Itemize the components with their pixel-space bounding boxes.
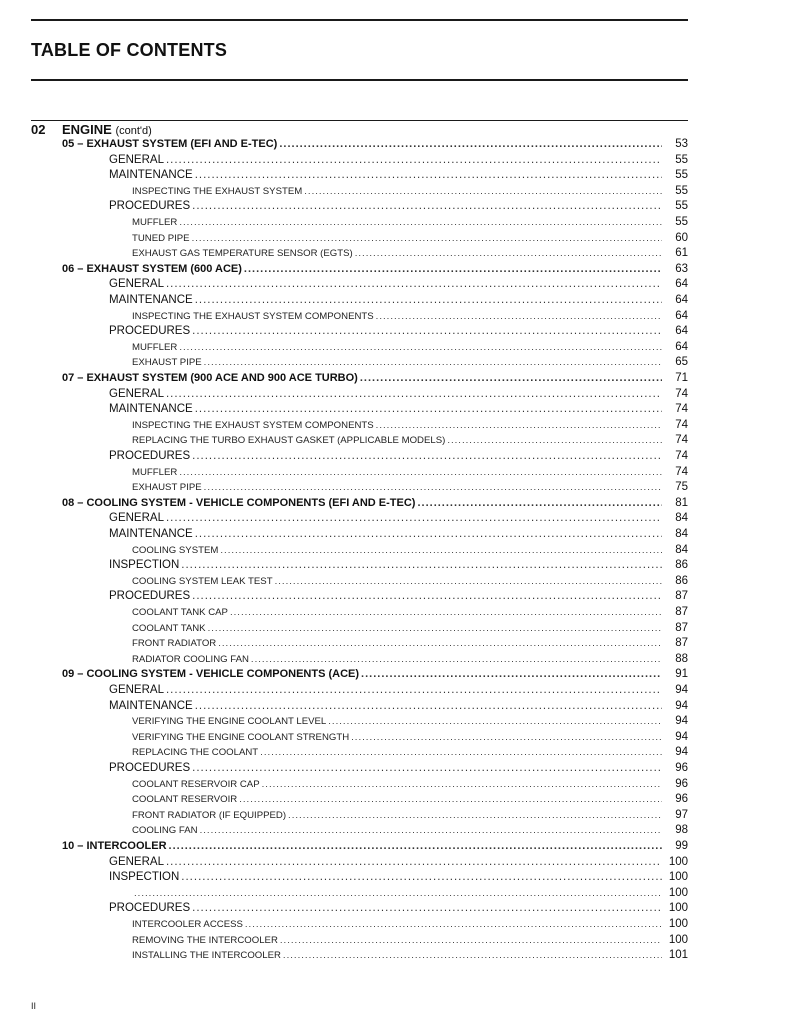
toc-entry-label: PROCEDURES xyxy=(109,200,191,213)
toc-entry-page: 64 xyxy=(675,325,688,338)
toc-entry-label: COOLANT TANK xyxy=(132,622,206,634)
toc-entry-label: MAINTENANCE xyxy=(109,403,193,416)
dot-leader xyxy=(376,311,662,322)
dot-leader xyxy=(283,950,662,961)
dot-leader xyxy=(181,871,662,883)
toc-entry[interactable] xyxy=(132,778,688,794)
toc-entry-label: MAINTENANCE xyxy=(109,294,193,306)
toc-entry-page: 74 xyxy=(675,403,688,416)
dot-leader xyxy=(166,856,662,868)
toc-entry-page: 94 xyxy=(675,715,688,728)
toc-entry-page: 64 xyxy=(675,294,688,306)
dot-leader xyxy=(166,388,662,400)
toc-entry-label: RADIATOR COOLING FAN xyxy=(132,653,249,665)
toc-entry-label: INSPECTING THE EXHAUST SYSTEM COMPONENTS xyxy=(132,419,374,431)
toc-entry[interactable] xyxy=(132,466,688,482)
toc-entry[interactable] xyxy=(132,949,688,965)
dot-leader xyxy=(192,233,662,244)
toc-entry[interactable] xyxy=(132,185,688,201)
toc-entry[interactable] xyxy=(132,934,688,950)
toc-entry-label: 05 – EXHAUST SYSTEM (EFI AND E-TEC) xyxy=(62,138,278,150)
toc-entry-page: 55 xyxy=(675,169,688,182)
toc-entry-label: MUFFLER xyxy=(132,217,178,228)
dot-leader xyxy=(195,294,662,306)
dot-leader xyxy=(245,919,662,930)
toc-entry-label: REMOVING THE INTERCOOLER xyxy=(132,934,278,946)
toc-entry-label: PROCEDURES xyxy=(109,450,191,462)
dot-leader xyxy=(169,840,662,852)
toc-entry[interactable] xyxy=(109,512,688,528)
toc-entry[interactable] xyxy=(62,668,688,684)
toc-entry-label: PROCEDURES xyxy=(109,902,191,915)
toc-entry-page: 94 xyxy=(675,699,688,712)
footer-page-number: II xyxy=(31,1001,37,1011)
toc-entry-page: 87 xyxy=(675,590,688,603)
toc-entry-label: REPLACING THE COOLANT xyxy=(132,747,259,759)
dot-leader xyxy=(134,888,662,899)
toc-entry-page: 53 xyxy=(675,138,688,150)
toc-entry-page: 64 xyxy=(675,340,688,353)
toc-entry-page: 60 xyxy=(675,231,688,244)
dot-leader xyxy=(192,902,662,914)
toc-entry[interactable] xyxy=(132,809,688,825)
toc-entry[interactable] xyxy=(109,902,688,918)
toc-entry-page: 64 xyxy=(675,278,688,291)
dot-leader xyxy=(195,528,662,540)
toc-entry-page: 81 xyxy=(675,496,688,509)
toc-entry-label: GENERAL xyxy=(109,512,164,525)
toc-entry[interactable] xyxy=(109,325,688,341)
dot-leader xyxy=(218,638,662,649)
toc-entry[interactable] xyxy=(132,356,688,372)
toc-entry-page: 100 xyxy=(668,871,688,884)
section-number: 02 xyxy=(31,122,46,137)
toc-entry-label: GENERAL xyxy=(109,387,164,400)
toc-entry-label: INSTALLING THE INTERCOOLER xyxy=(132,950,281,962)
toc-entry-label: 07 – EXHAUST SYSTEM (900 ACE AND 900 ACE TURBO) xyxy=(62,372,358,384)
toc-entry[interactable] xyxy=(109,871,688,887)
section-suffix: (cont'd) xyxy=(115,125,152,137)
dot-leader xyxy=(447,435,662,446)
section-rule xyxy=(31,120,688,121)
toc-entry-page: 74 xyxy=(675,450,688,462)
toc-entry-label: PROCEDURES xyxy=(109,590,191,603)
toc-entry-label: EXHAUST PIPE xyxy=(132,357,202,369)
toc-entry[interactable] xyxy=(62,138,688,154)
toc-entry[interactable] xyxy=(132,824,688,840)
toc-entry[interactable] xyxy=(109,856,688,872)
dot-leader xyxy=(220,545,662,556)
toc-entry[interactable] xyxy=(109,154,688,170)
toc-entry[interactable] xyxy=(109,590,688,606)
dot-leader xyxy=(351,732,662,743)
toc-entry-page: 96 xyxy=(675,777,688,790)
toc-entry-label: MAINTENANCE xyxy=(109,528,193,540)
toc-entry-label: COOLANT TANK CAP xyxy=(132,607,228,618)
page-title: TABLE OF CONTENTS xyxy=(31,40,228,60)
toc-entry-label: GENERAL xyxy=(109,153,164,166)
dot-leader xyxy=(192,450,662,462)
toc-entry[interactable] xyxy=(62,840,688,856)
dot-leader xyxy=(192,762,662,774)
toc-entry[interactable] xyxy=(109,762,688,778)
dot-leader xyxy=(166,278,662,290)
dot-leader xyxy=(195,700,662,712)
toc-entry-label: COOLING SYSTEM LEAK TEST xyxy=(132,575,273,587)
dot-leader xyxy=(279,138,662,150)
toc-entry-page: 87 xyxy=(675,621,688,634)
toc-entry-page: 100 xyxy=(668,933,688,946)
dot-leader xyxy=(195,169,662,181)
toc-entry-page: 94 xyxy=(675,746,688,759)
toc-entry-page: 87 xyxy=(675,606,688,618)
toc-entry[interactable] xyxy=(109,403,688,419)
toc-entry-label: INSPECTING THE EXHAUST SYSTEM xyxy=(132,185,303,197)
toc-entry-label: COOLANT RESERVOIR CAP xyxy=(132,778,260,790)
toc-entry[interactable] xyxy=(109,294,688,310)
dot-leader xyxy=(192,590,662,602)
toc-entry-page: 55 xyxy=(675,153,688,166)
toc-entry-label: EXHAUST PIPE xyxy=(132,482,202,494)
dot-leader xyxy=(166,154,662,166)
toc-entry-label: 08 – COOLING SYSTEM - VEHICLE COMPONENTS (EFI AND E-TEC) xyxy=(62,496,416,509)
toc-entry-label: PROCEDURES xyxy=(109,325,191,338)
toc-entry[interactable] xyxy=(62,372,688,388)
toc-entry[interactable] xyxy=(62,497,688,513)
toc-entry[interactable] xyxy=(132,434,688,450)
toc-entry-page: 96 xyxy=(675,793,688,806)
toc-entry[interactable] xyxy=(132,793,688,809)
toc-entry-label: MUFFLER xyxy=(132,341,178,353)
toc-entry[interactable] xyxy=(132,310,688,326)
toc-entry-page: 74 xyxy=(675,465,688,478)
toc-entry-label: COOLING FAN xyxy=(132,825,198,837)
dot-leader xyxy=(204,357,662,368)
toc-entry-page: 86 xyxy=(675,574,688,587)
toc-entry[interactable] xyxy=(132,715,688,731)
toc-entry-page: 100 xyxy=(668,886,688,899)
dot-leader xyxy=(166,684,662,696)
dot-leader xyxy=(280,935,662,946)
toc-entry[interactable] xyxy=(109,388,688,404)
title-rule xyxy=(31,79,688,81)
toc-entry-label: FRONT RADIATOR xyxy=(132,638,217,650)
toc-entry-label: EXHAUST GAS TEMPERATURE SENSOR (EGTS) xyxy=(132,248,353,260)
dot-leader xyxy=(204,482,662,493)
toc-entry-page: 74 xyxy=(675,387,688,400)
toc-entry-label: MAINTENANCE xyxy=(109,699,193,712)
toc-entry-label: INTERCOOLER ACCESS xyxy=(132,919,243,930)
toc-entry[interactable] xyxy=(109,169,688,185)
toc-entry[interactable] xyxy=(109,528,688,544)
toc-entry-page: 74 xyxy=(675,418,688,431)
toc-entry-page: 61 xyxy=(675,247,688,260)
dot-leader xyxy=(262,779,662,790)
toc-entry[interactable] xyxy=(109,200,688,216)
toc-entry[interactable] xyxy=(132,481,688,497)
dot-leader xyxy=(179,217,662,228)
section-name: ENGINE xyxy=(62,122,112,137)
toc-entry-page: 64 xyxy=(675,309,688,322)
toc-entry[interactable] xyxy=(132,746,688,762)
toc-entry-page: 96 xyxy=(675,762,688,774)
dot-leader xyxy=(239,794,662,805)
dot-leader xyxy=(260,747,662,758)
toc-entry[interactable] xyxy=(132,731,688,747)
dot-leader xyxy=(376,420,662,431)
toc-entry-page: 88 xyxy=(675,652,688,665)
toc-entry-label: VERIFYING THE ENGINE COOLANT LEVEL xyxy=(132,716,327,728)
toc-entry-page: 74 xyxy=(675,434,688,447)
toc-entry[interactable] xyxy=(132,653,688,669)
toc-entry[interactable] xyxy=(109,700,688,716)
toc-entry[interactable] xyxy=(62,263,688,279)
toc-entry-label: MUFFLER xyxy=(132,466,178,478)
toc-entry[interactable] xyxy=(132,622,688,638)
toc-entry-page: 100 xyxy=(668,902,688,915)
toc-entry-page: 91 xyxy=(675,668,688,681)
top-rule xyxy=(31,19,688,21)
toc-entry-page: 97 xyxy=(675,808,688,821)
dot-leader xyxy=(181,559,662,571)
toc-entry-page: 84 xyxy=(675,528,688,540)
toc-entry-label: REPLACING THE TURBO EXHAUST GASKET (APPLICABLE MODELS) xyxy=(132,435,446,447)
dot-leader xyxy=(275,576,662,587)
toc-entry[interactable] xyxy=(132,606,688,622)
toc-entry-label: TUNED PIPE xyxy=(132,232,190,244)
dot-leader xyxy=(192,200,662,212)
toc-entry-page: 84 xyxy=(675,512,688,525)
toc-entry-page: 94 xyxy=(675,684,688,696)
toc-entry-page: 101 xyxy=(668,949,688,962)
toc-entry-label: COOLING SYSTEM xyxy=(132,544,219,556)
dot-leader xyxy=(200,825,662,836)
dot-leader xyxy=(251,654,662,665)
toc-entry-page: 100 xyxy=(668,918,688,930)
toc-entry[interactable] xyxy=(132,544,688,560)
toc-entry-page: 63 xyxy=(675,262,688,275)
toc-entry[interactable] xyxy=(132,216,688,232)
dot-leader xyxy=(417,497,662,509)
toc-entry-label: VERIFYING THE ENGINE COOLANT STRENGTH xyxy=(132,731,350,743)
toc-entry[interactable] xyxy=(109,684,688,700)
dot-leader xyxy=(288,810,662,821)
toc-entry-label: GENERAL xyxy=(109,278,164,291)
dot-leader xyxy=(360,372,662,384)
toc-entry-page: 99 xyxy=(675,840,688,852)
toc-entry[interactable] xyxy=(132,575,688,591)
toc-entry-label: GENERAL xyxy=(109,855,164,868)
toc-entry-label: GENERAL xyxy=(109,684,164,696)
section-heading xyxy=(31,122,152,138)
toc-entry-page: 100 xyxy=(668,855,688,868)
toc-entry[interactable] xyxy=(132,918,688,934)
toc-entry[interactable] xyxy=(132,887,688,903)
dot-leader xyxy=(355,248,662,259)
toc-entry[interactable] xyxy=(132,637,688,653)
toc-entry[interactable] xyxy=(109,278,688,294)
dot-leader xyxy=(179,467,662,478)
toc-entry-label: MAINTENANCE xyxy=(109,169,193,182)
toc-entry[interactable] xyxy=(132,232,688,248)
toc-entry[interactable] xyxy=(109,559,688,575)
toc-entry[interactable] xyxy=(132,341,688,357)
dot-leader xyxy=(230,607,662,618)
toc-entry-label: 10 – INTERCOOLER xyxy=(62,840,167,852)
dot-leader xyxy=(304,186,662,197)
toc-entry-page: 55 xyxy=(675,216,688,228)
dot-leader xyxy=(179,342,662,353)
toc-entry-page: 55 xyxy=(675,200,688,213)
toc-entry-label: INSPECTION xyxy=(109,871,180,884)
toc-entry-page: 55 xyxy=(675,184,688,197)
toc-entry-page: 71 xyxy=(675,372,688,384)
toc-entry-page: 65 xyxy=(675,356,688,369)
toc-entry-page: 75 xyxy=(675,481,688,494)
toc-entry-page: 94 xyxy=(675,730,688,743)
toc-entry-label: INSPECTION xyxy=(109,559,180,572)
toc-entry-label: 09 – COOLING SYSTEM - VEHICLE COMPONENTS (ACE) xyxy=(62,668,360,681)
toc-entry[interactable] xyxy=(132,419,688,435)
toc-entry-label: COOLANT RESERVOIR xyxy=(132,794,238,806)
toc-entry[interactable] xyxy=(132,247,688,263)
dot-leader xyxy=(361,668,662,680)
toc-entry-page: 87 xyxy=(675,637,688,650)
dot-leader xyxy=(195,403,662,415)
dot-leader xyxy=(244,263,662,275)
dot-leader xyxy=(208,623,662,634)
toc-entry-label: PROCEDURES xyxy=(109,762,191,774)
dot-leader xyxy=(328,716,662,727)
toc-entry[interactable] xyxy=(109,450,688,466)
toc-entry-page: 84 xyxy=(675,543,688,556)
toc-entry-label: INSPECTING THE EXHAUST SYSTEM COMPONENTS xyxy=(132,310,374,322)
toc-entry-label: 06 – EXHAUST SYSTEM (600 ACE) xyxy=(62,262,242,275)
toc-entry-page: 98 xyxy=(675,824,688,837)
dot-leader xyxy=(166,512,662,524)
toc-entry-label: FRONT RADIATOR (IF EQUIPPED) xyxy=(132,809,287,821)
dot-leader xyxy=(192,325,662,337)
toc-entry-page: 86 xyxy=(675,559,688,572)
